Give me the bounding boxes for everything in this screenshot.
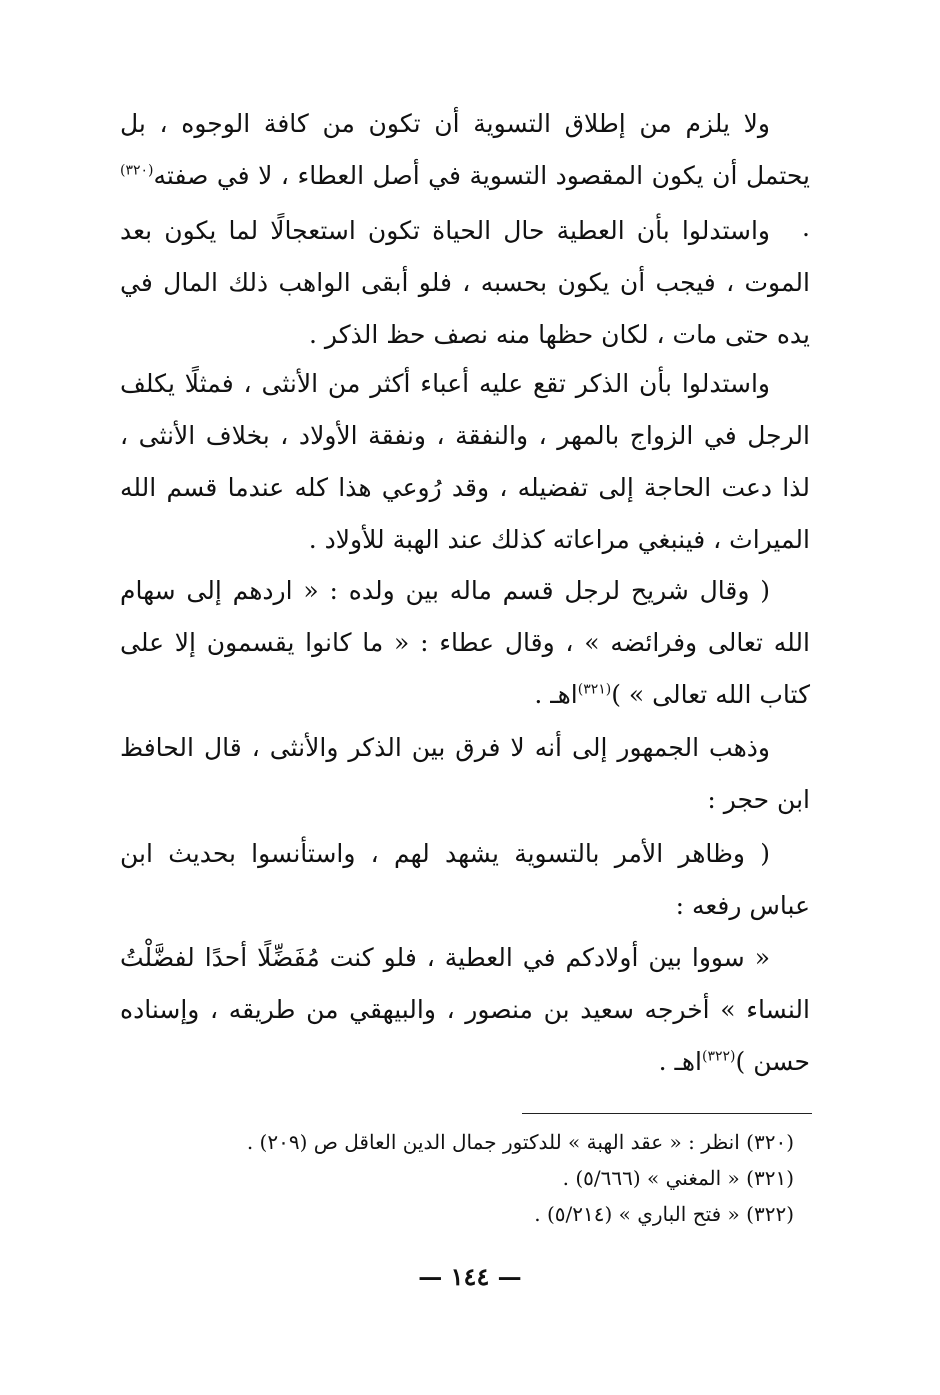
paragraph-text: « سووا بين أولادكم في العطية ، فلو كنت مُفَضِّلًا أحدًا لفضَّلْتُ النساء » أخرجه سعيد بن منصور ، والبيهقي من طريقه ، وإسناده حسن ) bbox=[120, 943, 811, 1076]
paragraph-text: ولا يلزم من إطلاق التسوية أن تكون من كافة الوجوه ، بل يحتمل أن يكون المقصود التسوية في أصل العطاء ، لا في صفته bbox=[120, 109, 810, 190]
paragraph-text: ( وظاهر الأمر بالتسوية يشهد لهم ، واستأنسوا بحديث ابن عباس رفعه : bbox=[120, 839, 810, 920]
footnote-320: (٣٢٠) انظر : « عقد الهبة » للدكتور جمال الدين العاقل ص (٢٠٩) . bbox=[246, 1130, 794, 1154]
paragraph-tail: اهـ . bbox=[534, 680, 578, 709]
paragraph-2 bbox=[120, 205, 810, 361]
paragraph-tail: . bbox=[802, 213, 810, 242]
paragraph-4 bbox=[120, 565, 810, 721]
footnote-reference: (٣٢١) bbox=[577, 681, 612, 698]
paragraph-text: واستدلوا بأن الذكر تقع عليه أعباء أكثر من الأنثى ، فمثلًا يكلف الرجل في الزواج بالمهر ، والنفقة ، ونفقة الأولاد ، بخلاف الأنثى ، لذا دعت الحاجة إلى تفضيله ، وقد رُوعي هذا كله عندما قسم الله الميراث ، فينبغي مراعاته كذلك عند الهبة للأولاد . bbox=[120, 369, 810, 554]
paragraph-text: ( وقال شريح لرجل قسم ماله بين ولده : « اردهم إلى سهام الله تعالى وفرائضه » ، وقال عطاء : « ما كانوا يقسمون إلا على كتاب الله تعالى » ) bbox=[120, 576, 810, 709]
footnote-321: (٣٢١) « المغني » (٥/٦٦٦) . bbox=[562, 1166, 794, 1190]
footnote-reference: (٣٢٠) bbox=[120, 162, 154, 179]
paragraph-7 bbox=[120, 932, 810, 1088]
footnote-reference: (٣٢٢) bbox=[702, 1048, 736, 1065]
paragraph-tail: اهـ . bbox=[658, 1047, 702, 1076]
footnotes-section bbox=[180, 1124, 810, 1232]
paragraph-5 bbox=[120, 722, 810, 826]
page-number: — ١٤٤ — bbox=[418, 1262, 522, 1291]
footnote-322: (٣٢٢) « فتح الباري » (٥/٢١٤) . bbox=[534, 1202, 794, 1226]
footnote-divider bbox=[522, 1113, 812, 1114]
paragraph-6 bbox=[120, 828, 810, 932]
paragraph-text: وذهب الجمهور إلى أنه لا فرق بين الذكر والأنثى ، قال الحافظ ابن حجر : bbox=[120, 733, 810, 814]
paragraph-text: واستدلوا بأن العطية حال الحياة تكون استعجالًا لما يكون بعد الموت ، فيجب أن يكون بحسبه ، فلو أبقى الواهب ذلك المال في يده حتى مات ، لكان حظها منه نصف حظ الذكر . bbox=[120, 216, 810, 349]
paragraph-3 bbox=[120, 358, 810, 566]
